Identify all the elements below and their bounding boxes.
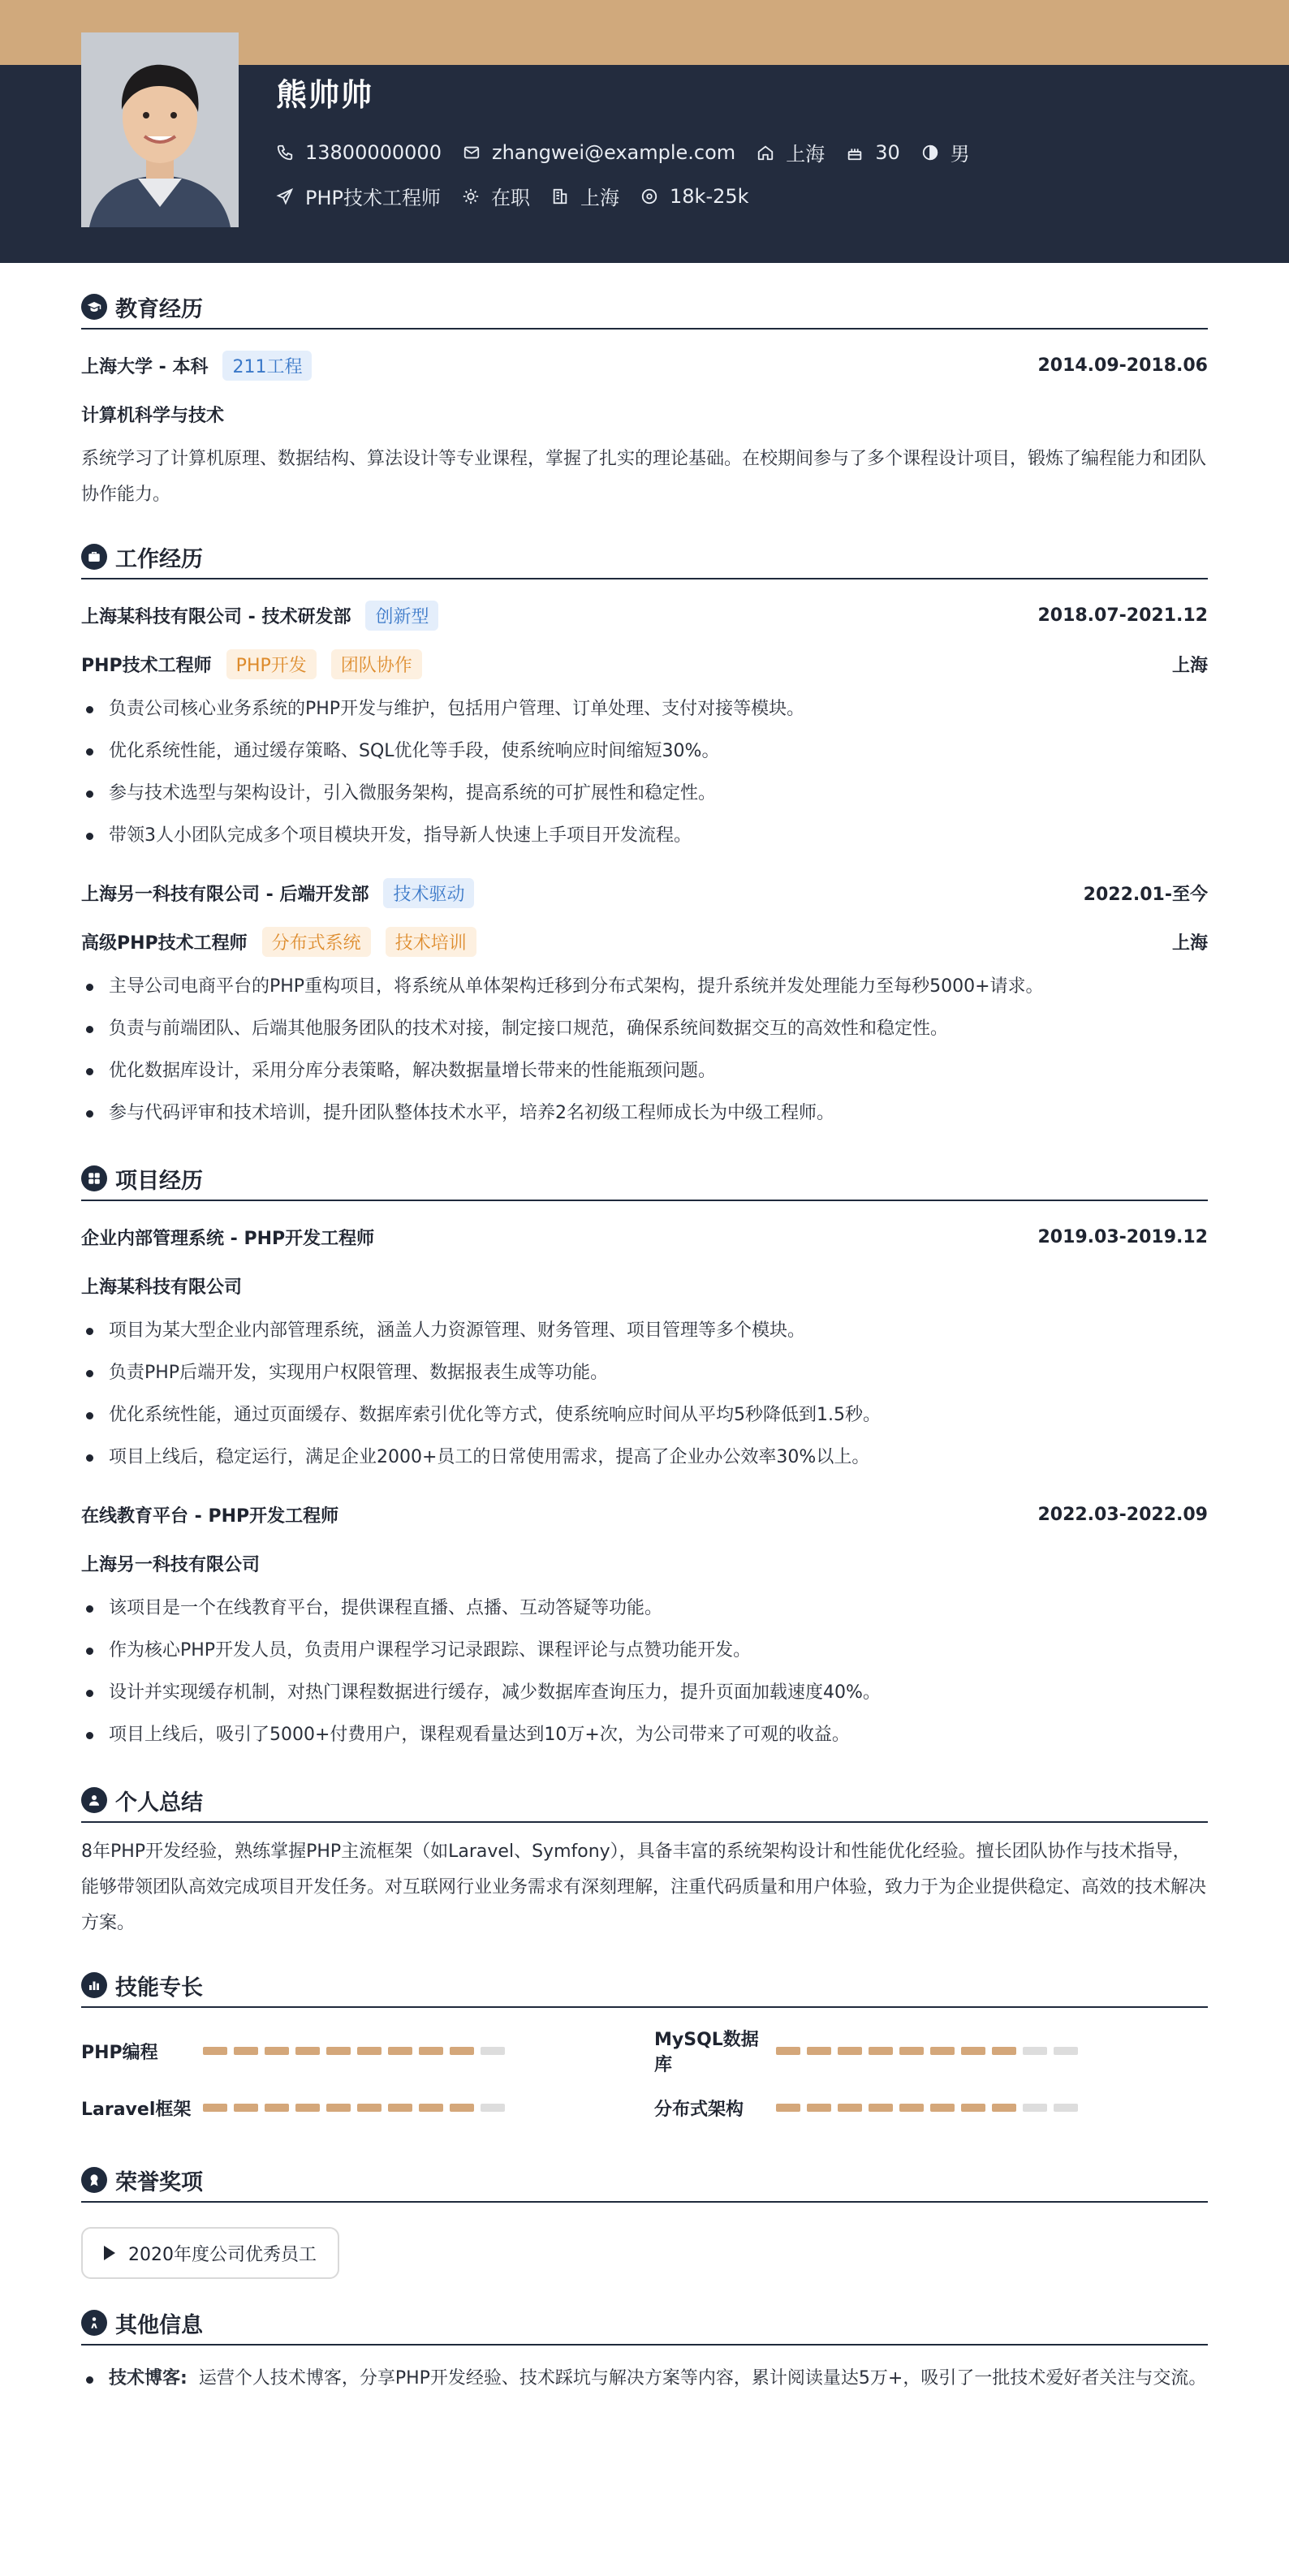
work-entry — [81, 868, 1208, 1135]
triangle-icon — [104, 2246, 115, 2260]
location-item — [757, 138, 825, 166]
coin-icon — [640, 187, 658, 205]
home-icon — [757, 144, 774, 162]
skill-segment — [388, 2104, 412, 2112]
major-text: 计算机科学与技术 — [81, 405, 225, 426]
skill-segment — [481, 2047, 505, 2055]
list-item: 参与代码评审和技术培训，提升团队整体技术水平，培养2名初级工程师成长为中级工程师。 — [81, 1092, 1208, 1135]
graduation-cap-icon — [81, 294, 107, 320]
section-header — [81, 1162, 1208, 1201]
list-item: 负责与前端团队、后端其他服务团队的技术对接，制定接口规范，确保系统间数据交互的高效性和稳定性。 — [81, 1008, 1208, 1050]
skill-name: Laravel框架 — [81, 2099, 192, 2120]
summary-text: 8年PHP开发经验，熟练掌握PHP主流框架（如Laravel、Symfony），具备丰富的系统架构设计和性能优化经验。擅长团队协作与技术指导，能够带领团队高效完成项目开发任务。对互联网行业业务需求有深刻理解，注重代码质量和用户体验，致力于为企业提供稳定、高效的技术解决方案。 — [81, 1842, 1207, 1933]
status-text: 在职 — [491, 187, 530, 209]
skill-segment — [807, 2104, 831, 2112]
list-item: 优化系统性能，通过缓存策略、SQL优化等手段，使系统响应时间缩短30%。 — [81, 730, 1208, 773]
target-city-item — [551, 182, 619, 210]
skill-segment — [807, 2047, 831, 2055]
other-label: 技术博客: — [109, 2368, 188, 2389]
list-item: 主导公司电商平台的PHP重构项目，将系统从单体架构迁移到分布式架构，提升系统并发处理能力至每秒5000+请求。 — [81, 966, 1208, 1008]
skill-segment — [869, 2104, 893, 2112]
mail-icon — [463, 144, 481, 162]
skill-level-bar — [776, 2104, 1084, 2112]
skill-segment — [1054, 2104, 1078, 2112]
role-name: PHP技术工程师 — [81, 655, 212, 676]
skill-segment — [930, 2104, 955, 2112]
other-text: 运营个人技术博客，分享PHP开发经验、技术踩坑与解决方案等内容，累计阅读量达5万+，吸引了一批技术爱好者关注与交流。 — [198, 2368, 1207, 2389]
skill-segment — [295, 2047, 320, 2055]
section-title: 技能专长 — [115, 1975, 203, 2001]
list-item: 项目上线后，稳定运行，满足企业2000+员工的日常使用需求，提高了企业办公效率30%以上。 — [81, 1437, 1208, 1479]
education-description: 系统学习了计算机原理、数据结构、算法设计等专业课程，掌握了扎实的理论基础。在校期间参与了多个课程设计项目，锻炼了编程能力和团队协作能力。 — [81, 449, 1207, 505]
work-entry — [81, 591, 1208, 857]
award-text: 2020年度公司优秀员工 — [128, 2244, 317, 2265]
cake-icon — [846, 144, 864, 162]
list-item: 负责公司核心业务系统的PHP开发与维护，包括用户管理、订单处理、支付对接等模块。 — [81, 688, 1208, 730]
education-row — [81, 341, 1208, 390]
skill-segment — [388, 2047, 412, 2055]
list-item: 项目上线后，吸引了5000+付费用户，课程观看量达到10万+次，为公司带来了可观的收益。 — [81, 1714, 1208, 1756]
project-entry — [81, 1490, 1208, 1756]
skill-name: 分布式架构 — [654, 2099, 744, 2120]
work-section — [81, 541, 1208, 1135]
section-title: 教育经历 — [115, 296, 203, 322]
candidate-name: 熊帅帅 — [276, 77, 374, 113]
project-period: 2019.03-2019.12 — [1037, 1226, 1208, 1247]
skill-segment — [961, 2047, 985, 2055]
gender-item — [921, 138, 970, 166]
project-name: 在线教育平台 - PHP开发工程师 — [81, 1506, 339, 1527]
list-item: 该项目是一个在线教育平台，提供课程直播、点播、互动答疑等功能。 — [81, 1587, 1208, 1630]
skill-segment — [265, 2047, 289, 2055]
age-text: 30 — [875, 140, 900, 164]
section-header — [81, 291, 1208, 330]
education-section — [81, 291, 1208, 513]
profile-photo — [81, 32, 239, 227]
skill-segment — [1054, 2047, 1078, 2055]
project-entry — [81, 1213, 1208, 1479]
role-tag: 技术培训 — [386, 927, 476, 957]
resume-content — [81, 263, 1208, 2396]
work-period: 2018.07-2021.12 — [1037, 605, 1208, 626]
job-intent-row — [276, 182, 770, 210]
target-city-text: 上海 — [580, 187, 619, 209]
role-tag: 分布式系统 — [262, 927, 371, 957]
section-header — [81, 2307, 1208, 2346]
other-section — [81, 2307, 1208, 2396]
gear-icon — [462, 187, 480, 205]
skill-segment — [992, 2047, 1016, 2055]
age-item — [846, 141, 900, 164]
section-title: 其他信息 — [115, 2312, 203, 2338]
list-item: 项目为某大型企业内部管理系统，涵盖人力资源管理、财务管理、项目管理等多个模块。 — [81, 1310, 1208, 1352]
project-company: 上海某科技有限公司 — [81, 1277, 243, 1298]
job-title-text: PHP技术工程师 — [305, 187, 441, 209]
awards-section — [81, 2164, 1208, 2279]
email-item — [463, 141, 735, 164]
skill-segment — [326, 2047, 351, 2055]
skill-segment — [1023, 2047, 1047, 2055]
work-city: 上海 — [1171, 933, 1208, 954]
skill-segment — [776, 2104, 800, 2112]
building-icon — [551, 187, 569, 205]
skill-segment — [899, 2047, 924, 2055]
work-period: 2022.01-至今 — [1083, 884, 1208, 905]
skill-segment — [1023, 2104, 1047, 2112]
skill-segment — [326, 2104, 351, 2112]
briefcase-icon — [81, 544, 107, 570]
phone-item — [276, 141, 442, 164]
skill-segment — [450, 2047, 474, 2055]
section-title: 工作经历 — [115, 546, 203, 572]
award-icon — [81, 2167, 107, 2193]
skill-segment — [869, 2047, 893, 2055]
send-icon — [276, 187, 294, 205]
list-item — [81, 2354, 1208, 2396]
skill-item — [81, 2022, 654, 2079]
skills-grid — [81, 2022, 1208, 2136]
gender-text: 男 — [950, 143, 970, 166]
skills-section — [81, 1969, 1208, 2136]
project-period: 2022.03-2022.09 — [1037, 1504, 1208, 1525]
project-name: 企业内部管理系统 - PHP开发工程师 — [81, 1228, 375, 1249]
education-period: 2014.09-2018.06 — [1037, 355, 1208, 376]
skill-segment — [899, 2104, 924, 2112]
skill-segment — [838, 2047, 862, 2055]
school-name: 上海大学 - 本科 — [81, 356, 209, 377]
skill-name: PHP编程 — [81, 2042, 158, 2063]
skill-item — [654, 2079, 1208, 2136]
section-header — [81, 541, 1208, 579]
skill-segment — [450, 2104, 474, 2112]
skill-segment — [357, 2047, 382, 2055]
school-tag: 211工程 — [222, 351, 312, 381]
gender-icon — [921, 144, 939, 162]
work-city: 上海 — [1171, 655, 1208, 676]
skill-segment — [203, 2104, 227, 2112]
section-title: 项目经历 — [115, 1168, 203, 1194]
list-item: 优化数据库设计，采用分库分表策略，解决数据量增长带来的性能瓶颈问题。 — [81, 1050, 1208, 1092]
list-item: 带领3人小团队完成多个项目模块开发，指导新人快速上手项目开发流程。 — [81, 815, 1208, 857]
phone-icon — [276, 144, 294, 162]
list-item: 负责PHP后端开发，实现用户权限管理、数据报表生成等功能。 — [81, 1352, 1208, 1394]
skill-segment — [419, 2047, 443, 2055]
company-name: 上海某科技有限公司 - 技术研发部 — [81, 606, 351, 627]
role-tag: PHP开发 — [226, 649, 317, 679]
skill-segment — [357, 2104, 382, 2112]
list-item: 作为核心PHP开发人员，负责用户课程学习记录跟踪、课程评论与点赞功能开发。 — [81, 1630, 1208, 1672]
section-title: 个人总结 — [115, 1790, 203, 1816]
list-item: 参与技术选型与架构设计，引入微服务架构，提高系统的可扩展性和稳定性。 — [81, 773, 1208, 815]
grid-icon — [81, 1165, 107, 1191]
list-item: 优化系统性能，通过页面缓存、数据库索引优化等方式，使系统响应时间从平均5秒降低到1.5秒。 — [81, 1394, 1208, 1437]
status-item — [462, 182, 530, 210]
phone-text: 13800000000 — [305, 140, 442, 164]
skill-segment — [961, 2104, 985, 2112]
salary-text: 18k-25k — [670, 184, 749, 208]
skill-item — [654, 2022, 1208, 2079]
skill-segment — [838, 2104, 862, 2112]
skill-segment — [295, 2104, 320, 2112]
projects-section — [81, 1162, 1208, 1756]
skill-segment — [776, 2047, 800, 2055]
skill-item — [81, 2079, 654, 2136]
section-header — [81, 1784, 1208, 1823]
contact-row — [276, 138, 991, 166]
skill-segment — [234, 2047, 258, 2055]
section-header — [81, 1969, 1208, 2008]
skill-segment — [265, 2104, 289, 2112]
person-icon — [81, 2310, 107, 2336]
chart-icon — [81, 1972, 107, 1998]
user-icon — [81, 1787, 107, 1813]
summary-section — [81, 1784, 1208, 1941]
section-title: 荣誉奖项 — [115, 2169, 203, 2195]
award-chip — [81, 2227, 339, 2279]
location-text: 上海 — [786, 143, 826, 166]
role-name: 高级PHP技术工程师 — [81, 933, 248, 954]
skill-level-bar — [776, 2047, 1084, 2055]
company-name: 上海另一科技有限公司 - 后端开发部 — [81, 884, 369, 905]
skill-name: MySQL数据库 — [654, 2030, 759, 2075]
role-tag: 团队协作 — [331, 649, 422, 679]
job-title-item — [276, 182, 441, 210]
list-item: 设计并实现缓存机制，对热门课程数据进行缓存，减少数据库查询压力，提升页面加载速度40%。 — [81, 1672, 1208, 1714]
project-company: 上海另一科技有限公司 — [81, 1554, 261, 1575]
skill-segment — [419, 2104, 443, 2112]
company-tag: 技术驱动 — [383, 878, 474, 908]
major-row — [81, 390, 1208, 438]
section-header — [81, 2164, 1208, 2203]
skill-segment — [203, 2047, 227, 2055]
skill-segment — [930, 2047, 955, 2055]
skill-segment — [992, 2104, 1016, 2112]
skill-segment — [481, 2104, 505, 2112]
salary-item — [640, 185, 749, 208]
email-text: zhangwei@example.com — [491, 140, 736, 164]
skill-level-bar — [203, 2047, 511, 2055]
skill-segment — [234, 2104, 258, 2112]
skill-level-bar — [203, 2104, 511, 2112]
company-tag: 创新型 — [365, 601, 438, 631]
